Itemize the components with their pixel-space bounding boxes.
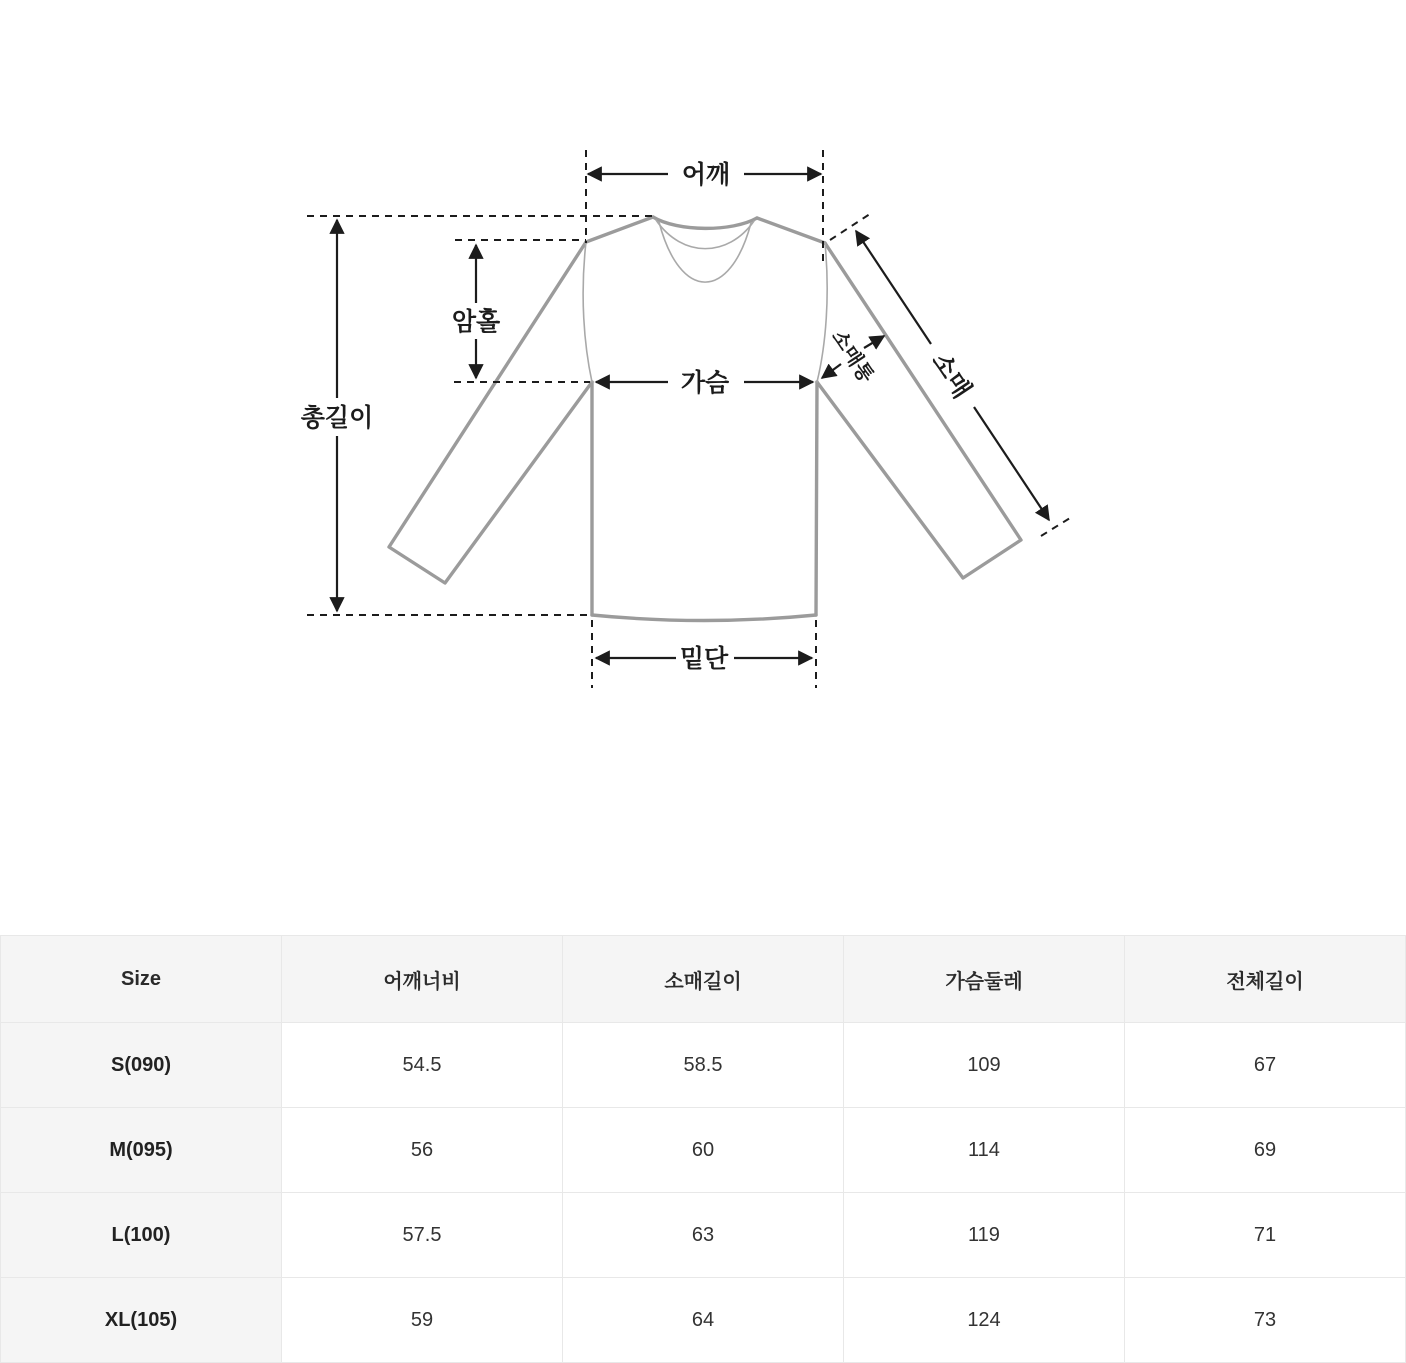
total-length-label: 총길이 (300, 404, 374, 432)
value-cell: 114 (844, 1108, 1125, 1193)
hem-curve (592, 615, 816, 621)
value-cell: 109 (844, 1023, 1125, 1108)
header-row (1, 936, 1406, 1023)
value-cell: 63 (563, 1193, 844, 1278)
header-shoulder-width: 어깨너비 (282, 936, 563, 1023)
value-cell: 64 (563, 1278, 844, 1363)
value-cell: 60 (563, 1108, 844, 1193)
header-sleeve-length: 소매길이 (563, 936, 844, 1023)
sleeve-arrow-up (856, 231, 931, 344)
sleeve-width-arrow-up (864, 336, 884, 348)
hem-label: 밑단 (679, 645, 729, 673)
size-table-header (1, 936, 1406, 1023)
size-cell: M(095) (1, 1108, 282, 1193)
size-table (0, 935, 1406, 1363)
size-table-body (1, 1023, 1406, 1363)
value-cell: 73 (1125, 1278, 1406, 1363)
sleeve-ext-top (830, 212, 873, 240)
size-cell: XL(105) (1, 1278, 282, 1363)
value-cell: 67 (1125, 1023, 1406, 1108)
header-size: Size (1, 936, 282, 1023)
garment-detail-lines (583, 220, 827, 382)
armhole-label: 암홀 (451, 308, 501, 336)
sleeve-label: 소매 (926, 347, 977, 404)
chest-label: 가슴 (680, 369, 730, 397)
left-shoulder-seam (586, 217, 653, 242)
garment-outline (389, 217, 1021, 621)
sleeve-width-arrow-down (822, 364, 841, 378)
left-sleeve (389, 242, 592, 583)
value-cell: 57.5 (282, 1193, 563, 1278)
value-cell: 124 (844, 1278, 1125, 1363)
collar-bottom-line (659, 222, 751, 282)
right-sleeve (817, 243, 1021, 578)
right-body-side (816, 382, 817, 615)
header-chest-circumference: 가슴둘레 (844, 936, 1125, 1023)
left-armhole-curve (583, 242, 592, 382)
dashed-extension-lines (307, 150, 1070, 688)
table-row-xl (1, 1278, 1406, 1363)
header-total-length: 전체길이 (1125, 936, 1406, 1023)
value-cell: 69 (1125, 1108, 1406, 1193)
table-row-s (1, 1023, 1406, 1108)
right-armhole-curve (817, 243, 827, 382)
table-row-m (1, 1108, 1406, 1193)
sleeve-arrow-down (974, 407, 1049, 520)
sleeve-ext-bottom (1041, 518, 1070, 536)
value-cell: 58.5 (563, 1023, 844, 1108)
size-cell: L(100) (1, 1193, 282, 1278)
value-cell: 119 (844, 1193, 1125, 1278)
neckline-outer (653, 217, 757, 228)
table-row-l (1, 1193, 1406, 1278)
right-shoulder-seam (757, 218, 825, 243)
sleeve-width-label: 소매통 (826, 326, 878, 387)
value-cell: 54.5 (282, 1023, 563, 1108)
dimension-labels (301, 160, 977, 673)
shoulder-label: 어깨 (681, 161, 731, 189)
value-cell: 56 (282, 1108, 563, 1193)
value-cell: 71 (1125, 1193, 1406, 1278)
value-cell: 59 (282, 1278, 563, 1363)
size-cell: S(090) (1, 1023, 282, 1108)
